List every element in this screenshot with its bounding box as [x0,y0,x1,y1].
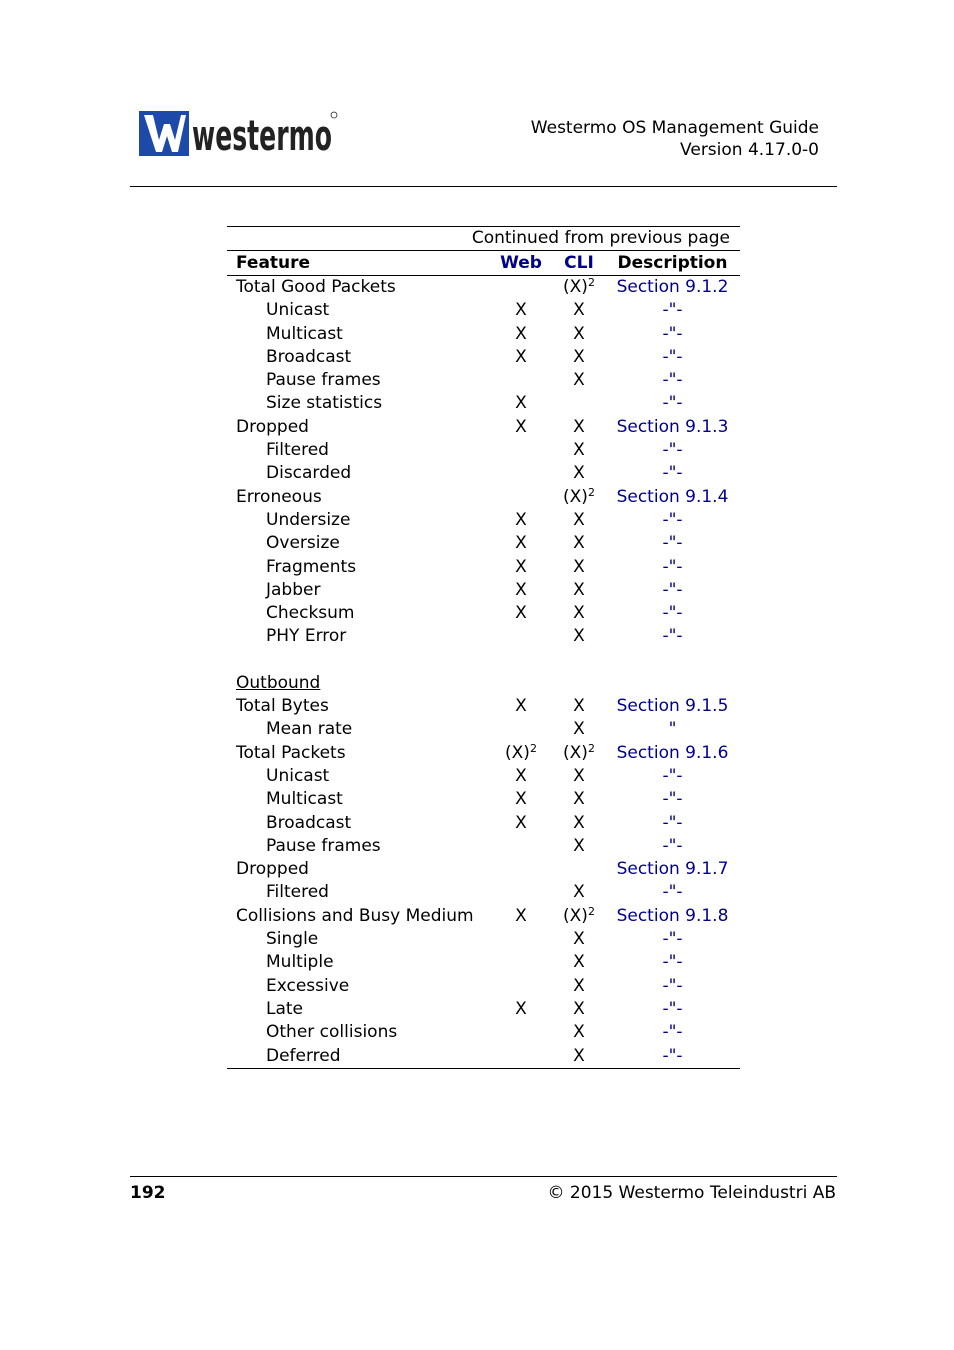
cli-cell [558,881,600,904]
cli-cell [558,299,600,322]
table-row [227,695,740,718]
page-number: 192 [130,1183,166,1203]
web-cell-value: X [515,556,527,577]
table-row [227,462,740,485]
col-header-web: Web [500,253,542,273]
feature-cell: Discarded [266,463,352,484]
table-row [227,439,740,462]
cli-cell-value: X [573,835,585,856]
cli-cell [558,742,600,765]
web-cell [500,346,542,369]
description-cell: " [668,719,677,740]
cli-cell-footnote: 2 [587,485,595,499]
feature-table [227,226,740,1069]
description-cell: -"- [662,952,683,973]
web-cell-value: X [515,323,527,344]
cli-cell-value: X [573,579,585,600]
table-bottom-rule [227,1068,740,1069]
web-cell [500,509,542,532]
description-cell: -"- [662,509,683,530]
copyright-text: 2015 Westermo Teleindustri AB [569,1183,836,1203]
cli-cell-value: X [573,765,585,786]
feature-cell: Erroneous [236,486,322,507]
cli-cell [558,369,600,392]
web-cell-value: (X) [505,742,530,763]
cli-cell-value: X [573,1022,585,1043]
cli-cell [558,276,600,299]
web-cell-value: X [515,812,527,833]
cli-cell-value: X [573,696,585,717]
web-cell-value: X [515,300,527,321]
web-cell [500,905,542,928]
cli-cell [558,486,600,509]
cli-cell-footnote: 2 [587,741,595,755]
description-cell: -"- [662,463,683,484]
feature-cell: Single [266,929,319,950]
web-cell [500,998,542,1021]
cli-cell-value: X [573,719,585,740]
cli-cell [558,1045,600,1068]
cli-cell [558,416,600,439]
feature-cell: Deferred [266,1045,341,1066]
feature-cell: Fragments [266,556,357,577]
description-cell: -"- [662,929,683,950]
web-cell [500,323,542,346]
web-cell-value: X [515,696,527,717]
copyright [547,1183,836,1203]
web-cell [500,416,542,439]
description-cell: -"- [662,765,683,786]
document-version: Version 4.17.0-0 [680,140,819,160]
col-header-feature: Feature [236,253,311,273]
table-header-row [227,251,740,275]
cli-cell [558,509,600,532]
web-cell [500,579,542,602]
cli-cell-value: X [573,323,585,344]
cli-cell-value: (X) [563,277,588,297]
table-row [227,486,740,509]
feature-cell: Size statistics [266,393,383,414]
cli-cell [558,765,600,788]
feature-cell: Collisions and Busy Medium [236,905,474,926]
web-cell-value: X [515,533,527,554]
feature-cell: Total Packets [236,742,346,763]
cli-cell [558,998,600,1021]
cli-cell [558,718,600,741]
table-row [227,509,740,532]
feature-cell: Filtered [266,440,329,461]
web-cell-value: X [515,509,527,530]
web-cell [500,392,542,415]
table-row [227,346,740,369]
feature-cell: Jabber [266,579,321,600]
cli-cell-value: X [573,975,585,996]
web-cell [500,695,542,718]
feature-cell: Multicast [266,323,343,344]
feature-cell: Undersize [266,509,351,530]
feature-cell: Checksum [266,603,355,624]
description-cell[interactable]: Section 9.1.6 [616,742,729,763]
web-cell-value: X [515,416,527,437]
cli-cell-value: X [573,603,585,624]
description-cell: -"- [662,975,683,996]
cli-cell [558,975,600,998]
table-row [227,556,740,579]
table-row [227,602,740,625]
document-title: Westermo OS Management Guide [530,118,819,138]
description-cell: -"- [662,998,683,1019]
feature-cell: Pause frames [266,835,381,856]
table-row [227,1021,740,1044]
cli-cell [558,695,600,718]
table-row [227,765,740,788]
feature-cell: Late [266,998,304,1019]
cli-cell-value: X [573,533,585,554]
table-row [227,625,740,648]
table-row [227,718,740,741]
feature-cell: Total Bytes [236,696,329,717]
cli-cell [558,346,600,369]
feature-cell: Total Good Packets [236,277,396,297]
cli-cell-value: X [573,1045,585,1066]
description-cell: -"- [662,300,683,321]
cli-cell-footnote: 2 [587,904,595,918]
copyright-icon: © [547,1183,565,1203]
feature-cell: Dropped [236,416,309,437]
description-cell[interactable]: Section 9.1.4 [616,486,729,507]
cli-cell-value: X [573,416,585,437]
cli-cell-value: (X) [563,742,588,763]
cli-cell [558,788,600,811]
description-cell[interactable]: Section 9.1.7 [616,859,729,880]
table-row [227,276,740,299]
description-cell: -"- [662,533,683,554]
table-row [227,881,740,904]
web-cell-value: X [515,603,527,624]
header-rule [130,186,837,187]
description-cell: -"- [662,812,683,833]
web-cell [500,556,542,579]
col-header-description: Description [617,253,728,273]
feature-cell: Filtered [266,882,329,903]
description-cell: -"- [662,835,683,856]
document-header [531,117,819,161]
description-cell: -"- [662,603,683,624]
table-row [227,858,740,881]
cli-cell [558,928,600,951]
cli-cell [558,602,600,625]
web-cell-value: X [515,998,527,1019]
cli-cell-value: X [573,556,585,577]
cli-cell [558,835,600,858]
table-row [227,299,740,322]
table-row [227,951,740,974]
table-row [227,579,740,602]
feature-cell: Broadcast [266,812,352,833]
table-body [227,276,740,1068]
table-row [227,812,740,835]
description-cell: -"- [662,626,683,647]
table-row [227,369,740,392]
table-row [227,416,740,439]
table-row [227,998,740,1021]
feature-cell: Pause frames [266,370,381,391]
table-row [227,672,740,695]
cli-cell-value: X [573,370,585,391]
table-row [227,742,740,765]
feature-cell: Mean rate [266,719,353,740]
web-cell-value: X [515,393,527,414]
table-row [227,788,740,811]
cli-cell-value: X [573,440,585,461]
feature-cell: Broadcast [266,346,352,367]
feature-cell: Multiple [266,952,334,973]
web-cell [500,765,542,788]
table-row [227,532,740,555]
description-cell[interactable]: Section 9.1.2 [616,277,729,297]
feature-cell: PHY Error [266,626,347,647]
feature-cell: Unicast [266,765,330,786]
table-row [227,392,740,415]
cli-cell [558,323,600,346]
feature-cell: Unicast [266,300,330,321]
cli-cell [558,812,600,835]
web-cell-value: X [515,765,527,786]
description-cell: -"- [662,556,683,577]
cli-cell [558,1021,600,1044]
web-cell-value: X [515,905,527,926]
logo-wordmark: westermo [192,111,332,160]
cli-cell-value: X [573,300,585,321]
cli-cell-value: X [573,998,585,1019]
feature-cell: Oversize [266,533,340,554]
web-cell-value: X [515,346,527,367]
cli-cell [558,625,600,648]
cli-cell [558,556,600,579]
web-cell-footnote: 2 [529,741,537,755]
cli-cell [558,532,600,555]
cli-cell [558,579,600,602]
table-spacer-row [227,649,740,672]
description-cell: -"- [662,1022,683,1043]
cli-cell-value: (X) [563,905,588,926]
col-header-cli: CLI [564,253,594,273]
continued-note: Continued from previous page [471,228,730,248]
table-row [227,1045,740,1068]
description-cell[interactable]: Section 9.1.5 [616,696,729,717]
description-cell: -"- [662,882,683,903]
feature-cell: Outbound [236,672,321,693]
westermo-logo [139,110,339,158]
table-row [227,835,740,858]
cli-cell-value: X [573,626,585,647]
cli-cell-value: X [573,509,585,530]
feature-cell: Other collisions [266,1022,398,1043]
cli-cell-value: X [573,882,585,903]
description-cell: -"- [662,789,683,810]
web-cell [500,532,542,555]
cli-cell [558,462,600,485]
cli-cell [558,439,600,462]
web-cell [500,812,542,835]
table-row [227,928,740,951]
description-cell: -"- [662,393,683,414]
cli-cell [558,951,600,974]
cli-cell-value: (X) [563,486,588,507]
cli-cell-value: X [573,952,585,973]
feature-cell: Dropped [236,859,309,880]
feature-cell: Excessive [266,975,350,996]
web-cell [500,742,542,765]
web-cell-value: X [515,579,527,600]
web-cell-value: X [515,789,527,810]
cli-cell-value: X [573,346,585,367]
table-row [227,323,740,346]
cli-cell-value: X [573,463,585,484]
feature-cell: Multicast [266,789,343,810]
web-cell [500,602,542,625]
cli-cell [558,905,600,928]
description-cell[interactable]: Section 9.1.8 [616,905,729,926]
web-cell [500,299,542,322]
description-cell: -"- [662,323,683,344]
footer-rule [130,1176,837,1177]
table-row [227,905,740,928]
cli-cell-value: X [573,929,585,950]
description-cell[interactable]: Section 9.1.3 [616,416,729,437]
description-cell: -"- [662,440,683,461]
web-cell [500,788,542,811]
description-cell: -"- [662,370,683,391]
description-cell: -"- [662,579,683,600]
description-cell: -"- [662,1045,683,1066]
table-row [227,975,740,998]
description-cell: -"- [662,346,683,367]
cli-cell-footnote: 2 [587,276,595,289]
cli-cell-value: X [573,812,585,833]
cli-cell-value: X [573,789,585,810]
